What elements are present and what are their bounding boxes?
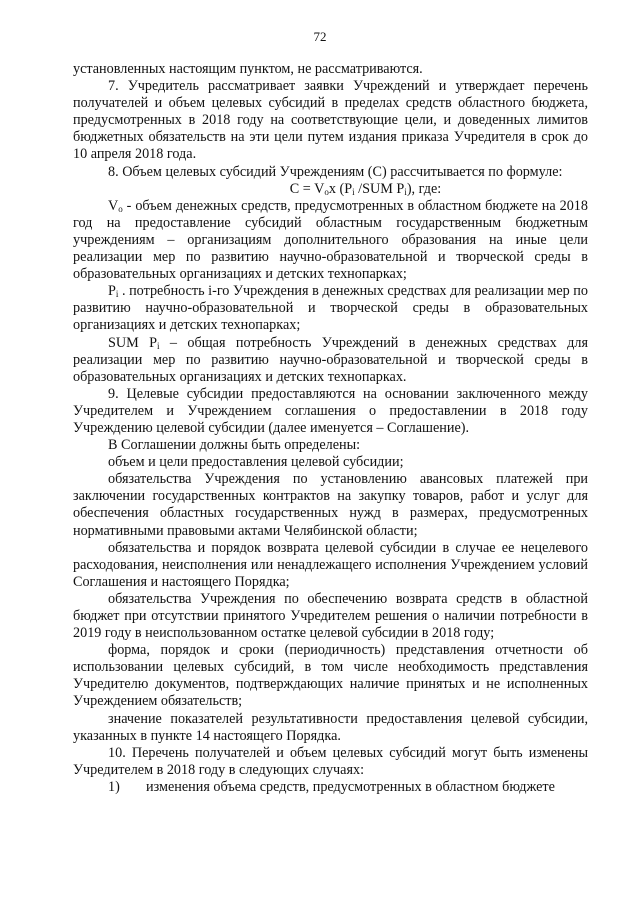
list-item: [73, 779, 588, 796]
formula-mid: x (P: [328, 180, 353, 197]
paragraph-item-8: 8. Объем целевых субсидий Учреждениям (C) рассчитывается по формуле:: [108, 163, 563, 180]
paragraph-agreement-advance: обязательства Учреждения по установлению авансовых платежей при заключении государственных контрактов на закупку товаров, работ и услуг для обеспечения областных государственных нужд в размерах, предусмотренных нормативными правовыми актами Челябинской области;: [73, 471, 588, 539]
paragraph-agreement-volume: объем и цели предоставления целевой субсидии;: [108, 454, 404, 471]
paragraph-agreement-refund: обязательства и порядок возврата целевой субсидии в случае ее нецелевого расходования, неисполнения или ненадлежащего исполнения Учреждением условий Соглашения и настоящего Порядка;: [73, 539, 588, 590]
definition-text: . потребность i-го Учреждения в денежных средствах для реализации мер по развитию научно-образовательной и творческой среды в образовательных организациях и детских технопарках;: [73, 283, 588, 334]
formula-sum: /SUM P: [354, 180, 405, 197]
list-item-number: 1): [108, 778, 120, 795]
page-number: 72: [313, 29, 327, 44]
formula-p-subscript: i: [352, 186, 355, 197]
document-body: [73, 61, 588, 796]
paragraph-agreement-intro: В Соглашении должны быть определены:: [108, 437, 361, 454]
formula-tail: ), где:: [406, 180, 442, 197]
definition-pi: [73, 283, 588, 334]
paragraph-agreement-return: обязательства Учреждения по обеспечению возврата средств в областной бюджет при отсутствии принятого Учредителем решения о наличии потребности в 2019 году в неиспользованном остатке целевой субсидии в 2018 году;: [73, 590, 588, 642]
paragraph-continuation: установленных настоящим пунктом, не рассматриваются.: [73, 61, 423, 77]
paragraph-item-7: 7. Учредитель рассматривает заявки Учреждений и утверждает перечень получателей и объем целевых субсидий в пределах средств областного бюджета, предусмотренных в 2018 году на соответствующие цели, и доведенных лимитов бюджетных обязательств на эти цели путем издания приказа Учредителя в срок до 10 апреля 2018 года.: [73, 78, 588, 163]
definition-text: – общая потребность Учреждений в денежных средствах для реализации мер по развитию научно-образовательной и творческой среды в образовательных организациях и детских технопарках.: [73, 334, 588, 385]
definition-symbol: SUM P: [108, 334, 158, 351]
definition-text: - объем денежных средств, предусмотренных в областном бюджете на 2018 год на предоставление субсидий областным государственным бюджетным учреждениям – организациям дополнительного образования на иные цели реализации мер по развитию научно-образовательной и творческой среды в образовательных организациях и детских технопарках;: [73, 197, 588, 283]
definition-symbol: P: [108, 283, 116, 300]
definition-sum-pi: [73, 335, 588, 386]
paragraph-item-9: 9. Целевые субсидии предоставляются на основании заключенного между Учредителем и Учреждением соглашения о предоставлении в 2018 году Учреждению целевой субсидии (далее именуется – Соглашение).: [73, 385, 588, 436]
definition-subscript: o: [118, 203, 123, 214]
definition-subscript: i: [157, 340, 160, 351]
paragraph-agreement-reporting: форма, порядок и сроки (периодичность) представления отчетности об использовании целевых субсидий, в том числе необходимость представления Учредителю документов, подтверждающих наличие принятых и не исполненных Учреждением обязательств;: [73, 642, 588, 710]
formula-v-subscript: o: [324, 186, 329, 197]
definition-subscript: i: [115, 289, 119, 300]
formula: [73, 181, 588, 198]
list-item-text: изменения объема средств, предусмотренных в областном бюджете: [146, 778, 555, 795]
paragraph-item-10: 10. Перечень получателей и объем целевых субсидий могут быть изменены Учредителем в 2018 году в следующих случаях:: [73, 744, 588, 778]
definition-vo: [73, 198, 588, 283]
definition-symbol: V: [108, 197, 119, 214]
formula-lhs: C = V: [289, 180, 325, 197]
paragraph-agreement-indicators: значение показателей результативности предоставления целевой субсидии, указанных в пункте 14 настоящего Порядка.: [73, 710, 588, 744]
formula-sum-subscript: i: [404, 186, 407, 197]
